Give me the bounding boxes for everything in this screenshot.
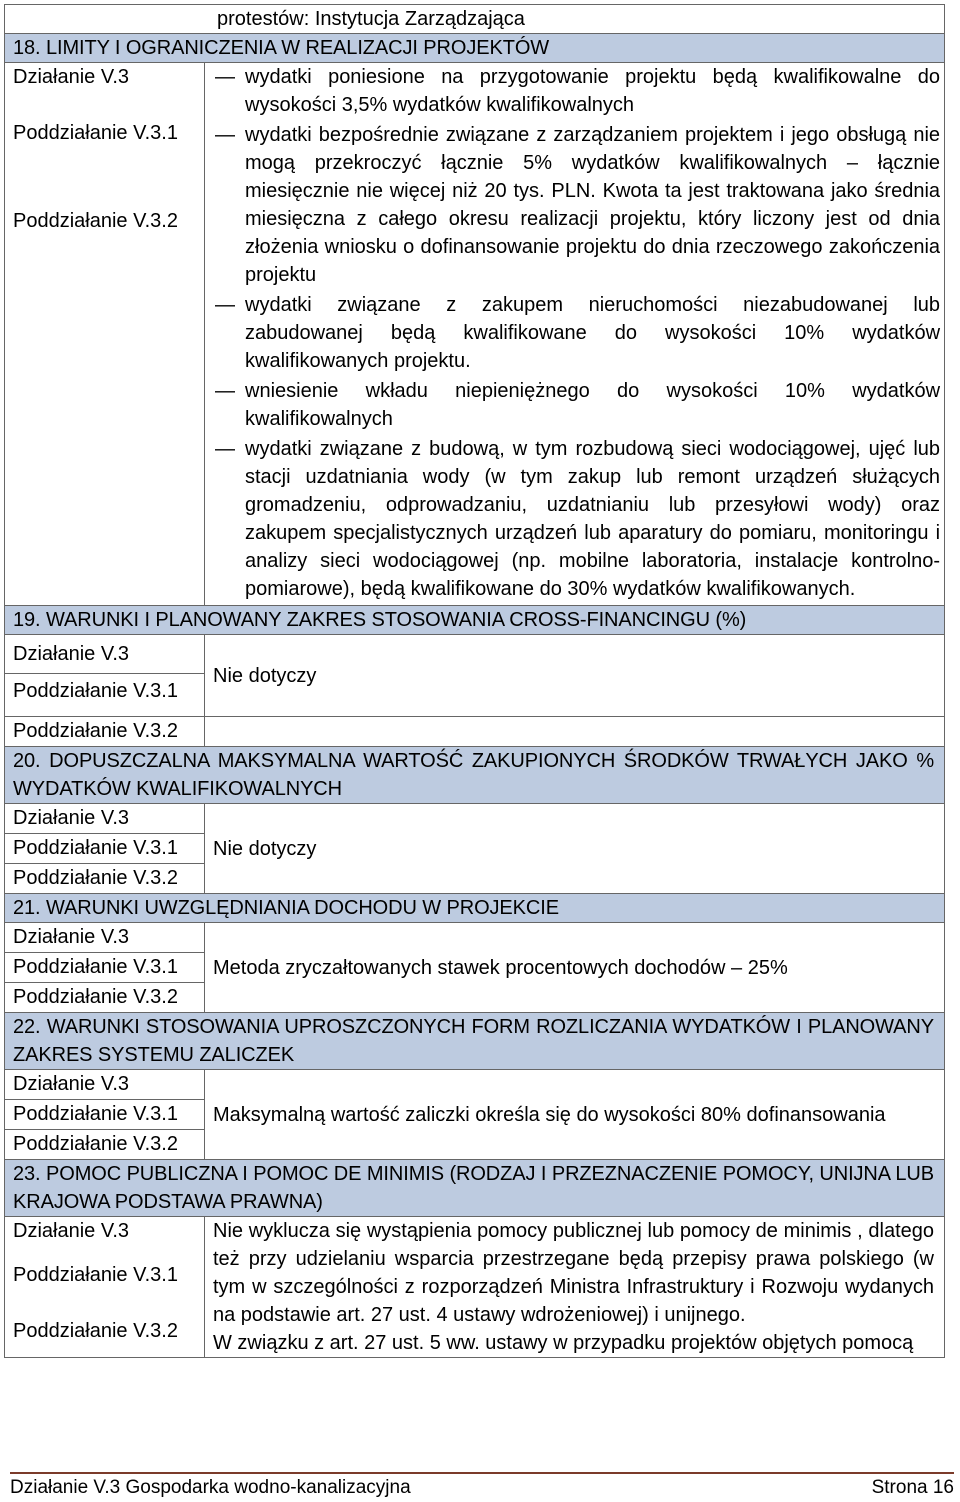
label-poddzialanie-1: Poddziałanie V.3.1 [5, 834, 205, 864]
section-19-row-3 [5, 717, 945, 747]
section-22-header [5, 1013, 945, 1070]
section-header [5, 34, 945, 63]
section-title: DOPUSZCZALNA MAKSYMALNA WARTOŚĆ ZAKUPIONYCH ŚRODKÓW TRWAŁYCH JAKO % WYDATKÓW KWALIFIKOWALNYCH [13, 750, 935, 800]
aid-content [205, 1217, 945, 1358]
label-dzialanie: Działanie V.3 [13, 1220, 130, 1242]
section-number: 23. [13, 1163, 41, 1185]
action-labels [5, 1217, 205, 1358]
list-item: — wydatki związane z zakupem nieruchomości niezabudowanej lub zabudowanej będą kwalifikowane do wysokości 10% wydatków kwalifikowanych projektu. [209, 291, 944, 375]
footer-title: Działanie V.3 Gospodarka wodno-kanalizacyjna [10, 1477, 411, 1498]
label-poddzialanie-1: Poddziałanie V.3.1 [13, 122, 178, 144]
section-title: WARUNKI STOSOWANIA UPROSZCZONYCH FORM ROZLICZANIA WYDATKÓW I PLANOWANY ZAKRES SYSTEMU ZALICZEK [13, 1016, 934, 1066]
label-dzialanie: Działanie V.3 [13, 66, 130, 88]
section-18-body [5, 63, 945, 606]
label-poddzialanie-2: Poddziałanie V.3.2 [13, 210, 178, 232]
section-header [5, 894, 945, 923]
limits-list [209, 63, 944, 603]
section-title: WARUNKI I PLANOWANY ZAKRES STOSOWANIA CROSS-FINANCINGU (%) [45, 609, 747, 631]
section-23-body [5, 1217, 945, 1358]
label-poddzialanie-2: Poddziałanie V.3.2 [13, 1320, 178, 1342]
section-number: 22. [13, 1016, 41, 1038]
section-18-header [5, 34, 945, 63]
limits-content [205, 63, 945, 606]
section-23-header [5, 1160, 945, 1217]
section-title: WARUNKI UWZGLĘDNIANIA DOCHODU W PROJEKCIE [45, 897, 559, 919]
section-header [5, 1160, 945, 1217]
list-item: — wniesienie wkładu niepieniężnego do wysokości 10% wydatków kwalifikowalnych [209, 377, 944, 433]
document-page [4, 4, 944, 1358]
list-item: — wydatki poniesione na przygotowanie projektu będą kwalifikowalne do wysokości 3,5% wydatków kwalifikowalnych [209, 63, 944, 119]
section-header [5, 606, 945, 635]
program-table [4, 4, 945, 1358]
section-19-row-1 [5, 635, 945, 674]
label-poddzialanie-2: Poddziałanie V.3.2 [5, 1130, 205, 1160]
label-poddzialanie-1: Poddziałanie V.3.1 [5, 674, 205, 717]
section-value: Maksymalną wartość zaliczki określa się do wysokości 80% dofinansowania [205, 1070, 945, 1160]
label-poddzialanie-2: Poddziałanie V.3.2 [5, 983, 205, 1013]
action-labels [5, 63, 205, 606]
section-22-row-1 [5, 1070, 945, 1100]
label-poddzialanie-1: Poddziałanie V.3.1 [5, 953, 205, 983]
section-number: 18. [13, 37, 41, 59]
label-dzialanie: Działanie V.3 [5, 635, 205, 674]
section-number: 20. [13, 750, 41, 772]
empty-cell [205, 717, 945, 747]
label-poddzialanie-2: Poddziałanie V.3.2 [5, 864, 205, 894]
section-value: Nie dotyczy [205, 804, 945, 894]
label-poddzialanie-1: Poddziałanie V.3.1 [13, 1264, 178, 1286]
section-21-row-1 [5, 923, 945, 953]
section-header [5, 747, 945, 804]
section-value: Nie dotyczy [205, 635, 945, 717]
section-value: Metoda zryczałtowanych stawek procentowych dochodów – 25% [205, 923, 945, 1013]
section-header [5, 1013, 945, 1070]
aid-paragraph: Nie wyklucza się wystąpienia pomocy publicznej lub pomocy de minimis , dlatego też przy udzielaniu wsparcia przestrzegane będą przepisy prawa polskiego (w tym w szczególności z rozporządzeń Ministra Infrastruktury i Rozwoju wydanych na podstawie art. 27 ust. 4 ustawy wdrożeniowej) i unijnego. [213, 1220, 935, 1326]
label-dzialanie: Działanie V.3 [5, 804, 205, 834]
top-note-row [5, 5, 945, 34]
section-19-header [5, 606, 945, 635]
aid-paragraph-continued: W związku z art. 27 ust. 5 ww. ustawy w przypadku projektów objętych pomocą [213, 1332, 914, 1354]
label-dzialanie: Działanie V.3 [5, 923, 205, 953]
label-dzialanie: Działanie V.3 [5, 1070, 205, 1100]
section-number: 19. [13, 609, 41, 631]
label-poddzialanie-2: Poddziałanie V.3.2 [5, 717, 205, 747]
page-number: Strona 16 [871, 1477, 954, 1498]
section-20-header [5, 747, 945, 804]
top-note: protestów: Instytucja Zarządzająca [5, 5, 945, 34]
section-21-header [5, 894, 945, 923]
page-footer [10, 1472, 954, 1502]
section-20-row-1 [5, 804, 945, 834]
list-item: — wydatki bezpośrednie związane z zarządzaniem projektem i jego obsługą nie mogą przekroczyć łącznie 5% wydatków kwalifikowalnych – łącznie miesięcznie nie więcej niż 20 tys. PLN. Kwota ta jest traktowana jako średnia miesięczna z całego okresu realizacji projektu, który liczony jest od dnia złożenia wniosku o dofinansowanie projektu do dnia rzeczowego zakończenia projektu [209, 121, 944, 289]
section-title: LIMITY I OGRANICZENIA W REALIZACJI PROJEKTÓW [45, 37, 550, 59]
list-item: — wydatki związane z budową, w tym rozbudową sieci wodociągowej, ujęć lub stacji uzdatniania wody (w tym zakup lub remont urządzeń służących gromadzeniu, odprowadzaniu, uzdatnianiu lub przesyłowi wody) oraz zakupem specjalistycznych urządzeń lub aparatury do pomiaru, monitoringu i analizy sieci wodociągowej (np. mobilne laboratoria, instalacje kontrolno-pomiarowe), będą kwalifikowane do 30% wydatków kwalifikowanych. [209, 435, 944, 603]
section-number: 21. [13, 897, 41, 919]
section-title: POMOC PUBLICZNA I POMOC DE MINIMIS (RODZAJ I PRZEZNACZENIE POMOCY, UNIJNA LUB KRAJOWA PODSTAWA PRAWNA) [13, 1163, 935, 1213]
label-poddzialanie-1: Poddziałanie V.3.1 [5, 1100, 205, 1130]
